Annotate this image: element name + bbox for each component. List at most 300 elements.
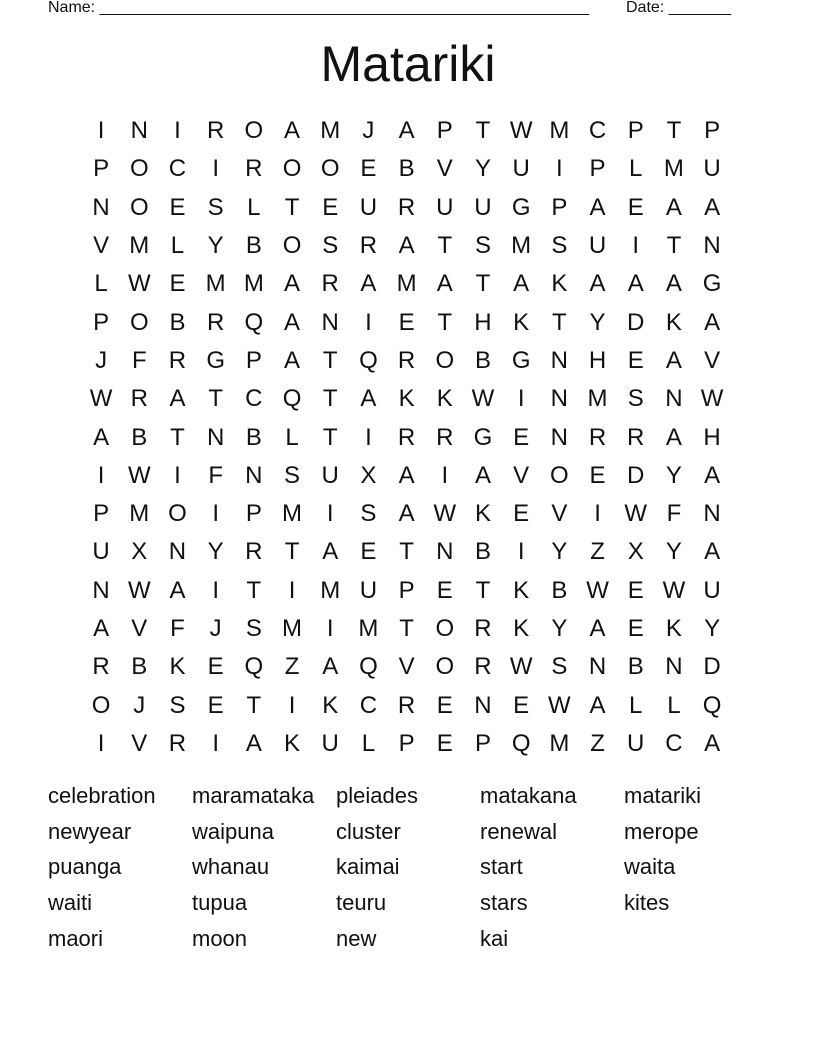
grid-letter[interactable]: E — [436, 576, 453, 604]
grid-letter[interactable]: U — [321, 461, 339, 489]
grid-letter[interactable]: S — [322, 232, 339, 260]
grid-letter[interactable]: K — [551, 270, 568, 298]
grid-letter[interactable]: I — [365, 308, 372, 336]
grid-letter[interactable]: A — [398, 232, 415, 260]
grid-letter[interactable]: A — [169, 385, 186, 413]
grid-letter[interactable]: P — [436, 117, 453, 145]
grid-letter[interactable]: E — [627, 576, 644, 604]
grid-letter[interactable]: I — [212, 729, 219, 757]
grid-letter[interactable]: L — [667, 691, 681, 719]
grid-letter[interactable]: K — [436, 385, 453, 413]
grid-letter[interactable]: M — [282, 500, 303, 528]
grid-letter[interactable]: A — [93, 423, 110, 451]
grid-letter[interactable]: C — [665, 729, 683, 757]
grid-letter[interactable]: N — [168, 538, 187, 566]
grid-letter[interactable]: K — [665, 308, 682, 336]
grid-letter[interactable]: Q — [244, 308, 264, 336]
grid-letter[interactable]: N — [588, 653, 607, 681]
grid-row — [82, 227, 732, 265]
grid-letter[interactable]: R — [397, 691, 416, 719]
grid-letter[interactable]: R — [206, 117, 225, 145]
grid-letter[interactable]: N — [703, 500, 721, 528]
grid-letter[interactable]: O — [244, 117, 264, 145]
grid-letter[interactable]: E — [513, 691, 530, 719]
grid-letter[interactable]: P — [398, 729, 415, 757]
grid-letter[interactable]: R — [627, 423, 645, 451]
grid-letter[interactable]: I — [441, 461, 449, 489]
grid-letter[interactable]: G — [511, 346, 531, 374]
grid-letter[interactable]: N — [550, 385, 569, 413]
grid-letter[interactable]: N — [321, 308, 339, 336]
grid-letter[interactable]: P — [704, 117, 721, 145]
grid-letter[interactable]: W — [433, 500, 457, 528]
grid-letter[interactable]: A — [589, 615, 606, 642]
grid-letter[interactable]: W — [662, 576, 686, 604]
grid-letter[interactable]: U — [359, 576, 378, 604]
grid-letter[interactable]: B — [551, 576, 568, 604]
grid-letter[interactable]: P — [93, 155, 110, 183]
grid-letter[interactable]: Q — [702, 691, 722, 719]
grid-letter[interactable]: A — [665, 193, 682, 221]
grid-letter[interactable]: N — [474, 691, 492, 719]
grid-letter[interactable]: Z — [590, 729, 605, 757]
grid-letter[interactable]: T — [246, 691, 262, 719]
grid-letter[interactable]: I — [632, 232, 640, 260]
grid-letter[interactable]: V — [93, 232, 110, 260]
grid-letter[interactable]: E — [207, 691, 224, 719]
name-field-label[interactable]: Name: _______________________________________________________ — [48, 0, 589, 16]
grid-letter[interactable]: O — [129, 193, 149, 221]
grid-letter[interactable]: U — [512, 155, 530, 183]
grid-letter[interactable]: N — [665, 653, 683, 681]
grid-letter[interactable]: T — [322, 346, 338, 374]
grid-letter[interactable]: W — [127, 461, 151, 489]
grid-letter[interactable]: T — [399, 615, 414, 642]
grid-letter[interactable]: J — [209, 615, 222, 642]
grid-letter[interactable]: N — [92, 193, 110, 221]
grid-letter[interactable]: S — [627, 385, 644, 413]
grid-letter[interactable]: U — [359, 193, 378, 221]
grid-letter[interactable]: B — [131, 423, 148, 451]
grid-letter[interactable]: G — [206, 346, 225, 374]
grid-letter[interactable]: E — [360, 155, 377, 183]
grid-letter[interactable]: T — [437, 308, 453, 336]
grid-letter[interactable]: M — [587, 385, 608, 413]
grid-letter[interactable]: S — [169, 691, 186, 719]
grid-letter[interactable]: P — [589, 155, 606, 183]
grid-letter[interactable]: T — [475, 576, 491, 604]
grid-letter[interactable]: A — [704, 538, 721, 566]
grid-letter[interactable]: O — [550, 461, 569, 489]
date-field-label[interactable]: Date: _______ — [626, 0, 731, 16]
grid-letter[interactable]: T — [208, 385, 223, 413]
grid-letter[interactable]: W — [127, 576, 151, 604]
grid-letter[interactable]: W — [700, 385, 724, 413]
grid-letter[interactable]: K — [665, 615, 682, 642]
grid-letter[interactable]: S — [284, 461, 301, 489]
grid-letter[interactable]: E — [169, 193, 186, 221]
grid-letter[interactable]: W — [624, 500, 648, 528]
grid-letter[interactable]: E — [436, 691, 453, 719]
grid-letter[interactable]: P — [245, 346, 262, 374]
grid-letter[interactable]: T — [437, 232, 453, 260]
grid-letter[interactable]: R — [588, 423, 607, 451]
grid-letter[interactable]: P — [93, 308, 110, 336]
grid-letter[interactable]: W — [548, 691, 571, 719]
grid-letter[interactable]: B — [245, 232, 262, 260]
grid-letter[interactable]: U — [627, 729, 645, 757]
grid-letter[interactable]: C — [168, 155, 187, 183]
grid-row — [82, 495, 732, 533]
grid-letter[interactable]: V — [551, 500, 568, 528]
grid-letter[interactable]: K — [513, 615, 530, 642]
grid-letter[interactable]: A — [93, 615, 110, 642]
grid-letter[interactable]: K — [513, 576, 530, 604]
grid-letter[interactable]: I — [288, 691, 296, 719]
grid-letter[interactable]: A — [704, 461, 721, 489]
grid-letter[interactable]: E — [589, 461, 606, 489]
grid-letter[interactable]: W — [509, 653, 533, 681]
word-item: matakana — [480, 782, 577, 808]
grid-letter[interactable]: A — [513, 270, 530, 298]
grid-letter[interactable]: D — [627, 308, 645, 336]
grid-letter[interactable]: A — [360, 270, 377, 298]
grid-letter[interactable]: S — [360, 500, 377, 528]
grid-letter[interactable]: B — [131, 653, 148, 681]
grid-letter[interactable]: T — [475, 117, 491, 145]
grid-letter[interactable]: C — [359, 691, 378, 719]
grid-letter[interactable]: R — [245, 538, 263, 566]
grid-letter[interactable]: M — [549, 729, 570, 757]
grid-letter[interactable]: A — [474, 461, 491, 489]
grid-letter[interactable]: W — [89, 385, 113, 413]
grid-letter[interactable]: A — [245, 729, 262, 757]
grid-letter[interactable]: K — [513, 308, 530, 336]
grid-letter[interactable]: H — [474, 308, 492, 336]
grid-letter[interactable]: Q — [359, 653, 378, 681]
grid-letter[interactable]: O — [435, 615, 455, 642]
grid-letter[interactable]: I — [594, 500, 601, 528]
grid-letter[interactable]: T — [322, 385, 338, 413]
grid-letter[interactable]: R — [321, 270, 339, 298]
grid-letter[interactable]: R — [474, 615, 492, 642]
grid-letter[interactable]: A — [284, 308, 301, 336]
grid-letter[interactable]: I — [97, 729, 105, 757]
grid-letter[interactable]: E — [207, 653, 224, 681]
grid-letter[interactable]: I — [174, 117, 181, 145]
grid-letter[interactable]: O — [129, 308, 149, 336]
grid-letter[interactable]: Q — [282, 385, 302, 413]
grid-letter[interactable]: T — [322, 423, 338, 451]
grid-letter[interactable]: A — [398, 500, 415, 528]
grid-letter[interactable]: I — [326, 500, 334, 528]
grid-letter[interactable]: N — [206, 423, 225, 451]
grid-letter[interactable]: V — [513, 461, 530, 489]
grid-letter[interactable]: O — [168, 500, 187, 528]
grid-letter[interactable]: A — [436, 270, 453, 298]
word-item: waipuna — [192, 818, 274, 844]
grid-letter[interactable]: A — [589, 270, 606, 298]
grid-letter[interactable]: Y — [207, 538, 224, 566]
grid-letter[interactable]: Q — [244, 653, 264, 681]
grid-letter[interactable]: A — [284, 346, 301, 374]
grid-letter[interactable]: E — [360, 538, 377, 566]
grid-letter[interactable]: R — [397, 423, 416, 451]
grid-letter[interactable]: B — [169, 308, 186, 336]
grid-letter[interactable]: A — [322, 653, 339, 681]
grid-letter[interactable]: L — [247, 193, 261, 221]
grid-letter[interactable]: M — [396, 270, 417, 298]
grid-letter[interactable]: B — [398, 155, 415, 183]
grid-row — [82, 265, 732, 303]
grid-letter[interactable]: M — [282, 615, 303, 642]
grid-letter[interactable]: U — [92, 538, 110, 566]
grid-letter[interactable]: E — [436, 729, 453, 757]
grid-letter[interactable]: G — [511, 193, 531, 221]
grid-letter[interactable]: B — [627, 653, 644, 681]
grid-letter[interactable]: I — [97, 461, 105, 489]
grid-letter[interactable]: Y — [551, 538, 568, 566]
grid-letter[interactable]: A — [398, 461, 415, 489]
grid-letter[interactable]: M — [549, 117, 570, 145]
grid-letter[interactable]: R — [397, 346, 416, 374]
grid-letter[interactable]: I — [212, 576, 219, 604]
grid-letter[interactable]: A — [665, 270, 682, 298]
grid-letter[interactable]: E — [627, 615, 644, 642]
grid-letter[interactable]: E — [513, 500, 530, 528]
grid-letter[interactable]: B — [474, 346, 491, 374]
grid-letter[interactable]: T — [284, 538, 300, 566]
grid-letter[interactable]: M — [511, 232, 532, 260]
grid-letter[interactable]: E — [398, 308, 415, 336]
grid-letter[interactable]: M — [129, 232, 150, 260]
grid-letter[interactable]: F — [666, 500, 682, 528]
grid-letter[interactable]: A — [627, 270, 644, 298]
grid-letter[interactable]: L — [170, 232, 185, 260]
grid-letter[interactable]: I — [212, 155, 219, 183]
grid-letter[interactable]: P — [245, 500, 262, 528]
grid-letter[interactable]: U — [321, 729, 339, 757]
grid-letter[interactable]: A — [589, 193, 606, 221]
grid-letter[interactable]: T — [399, 538, 414, 566]
grid-letter[interactable]: U — [436, 193, 454, 221]
grid-letter[interactable]: M — [358, 615, 379, 642]
grid-letter[interactable]: R — [206, 308, 225, 336]
grid-letter[interactable]: K — [284, 729, 301, 757]
grid-letter[interactable]: O — [435, 653, 455, 681]
grid-letter[interactable]: T — [170, 423, 185, 451]
grid-letter[interactable]: A — [704, 193, 721, 221]
grid-letter[interactable]: M — [320, 576, 341, 604]
grid-letter[interactable]: R — [359, 232, 378, 260]
grid-letter[interactable]: E — [627, 346, 644, 374]
grid-letter[interactable]: R — [92, 653, 110, 681]
grid-letter[interactable]: P — [474, 729, 491, 757]
grid-letter[interactable]: N — [436, 538, 454, 566]
grid-letter[interactable]: J — [95, 346, 108, 374]
grid-letter[interactable]: K — [169, 653, 186, 681]
grid-letter[interactable]: B — [474, 538, 491, 566]
grid-letter[interactable]: M — [205, 270, 226, 298]
grid-letter[interactable]: L — [361, 729, 376, 757]
grid-letter[interactable]: G — [702, 270, 722, 298]
grid-letter[interactable]: E — [322, 193, 339, 221]
grid-letter[interactable]: W — [127, 270, 151, 298]
grid-letter[interactable]: P — [93, 500, 110, 528]
grid-letter[interactable]: F — [131, 346, 147, 374]
grid-letter[interactable]: I — [365, 423, 372, 451]
grid-letter[interactable]: O — [91, 691, 111, 719]
grid-letter[interactable]: O — [282, 232, 302, 260]
grid-letter[interactable]: E — [513, 423, 530, 451]
grid-letter[interactable]: R — [245, 155, 263, 183]
grid-letter[interactable]: N — [245, 461, 263, 489]
grid-letter[interactable]: V — [704, 346, 721, 374]
grid-letter[interactable]: V — [131, 729, 148, 757]
grid-letter[interactable]: R — [130, 385, 148, 413]
grid-letter[interactable]: I — [97, 117, 105, 145]
grid-letter[interactable]: Y — [665, 461, 682, 489]
grid-letter[interactable]: N — [665, 385, 683, 413]
grid-letter[interactable]: L — [285, 423, 299, 451]
grid-letter[interactable]: T — [666, 117, 682, 145]
grid-letter[interactable]: R — [397, 193, 416, 221]
grid-letter[interactable]: I — [174, 461, 181, 489]
grid-letter[interactable]: W — [509, 117, 533, 145]
grid-letter[interactable]: P — [551, 193, 568, 221]
grid-letter[interactable]: J — [133, 691, 146, 719]
grid-letter[interactable]: A — [284, 270, 301, 298]
grid-letter[interactable]: D — [703, 653, 721, 681]
grid-letter[interactable]: A — [322, 538, 339, 566]
grid-letter[interactable]: L — [629, 691, 643, 719]
grid-letter[interactable]: J — [362, 117, 375, 145]
grid-letter[interactable]: T — [284, 193, 300, 221]
grid-letter[interactable]: V — [131, 615, 148, 642]
grid-letter[interactable]: Y — [207, 232, 224, 260]
grid-letter[interactable]: F — [208, 461, 223, 489]
grid-letter[interactable]: N — [703, 232, 721, 260]
grid-letter[interactable]: Y — [704, 615, 721, 642]
grid-letter[interactable]: E — [169, 270, 186, 298]
grid-letter[interactable]: A — [589, 691, 606, 719]
grid-letter[interactable]: I — [517, 538, 525, 566]
grid-letter[interactable]: A — [169, 576, 186, 604]
word-item: whanau — [192, 854, 270, 880]
grid-letter[interactable]: W — [586, 576, 609, 604]
grid-letter[interactable]: R — [474, 653, 492, 681]
grid-letter[interactable]: A — [665, 346, 682, 374]
grid-letter[interactable]: Y — [551, 615, 568, 642]
grid-letter[interactable]: R — [168, 346, 187, 374]
grid-letter[interactable]: L — [629, 155, 643, 183]
grid-letter[interactable]: V — [436, 155, 453, 183]
grid-letter[interactable]: T — [246, 576, 262, 604]
grid-letter[interactable]: S — [474, 232, 491, 260]
grid-letter[interactable]: A — [284, 117, 301, 145]
grid-letter[interactable]: A — [704, 308, 721, 336]
grid-letter[interactable]: S — [207, 193, 224, 221]
grid-letter[interactable]: I — [517, 385, 525, 413]
grid-letter[interactable]: M — [320, 117, 341, 145]
grid-letter[interactable]: X — [627, 538, 644, 566]
grid-letter[interactable]: A — [398, 117, 415, 145]
grid-letter[interactable]: U — [703, 576, 721, 604]
grid-letter[interactable]: R — [168, 729, 187, 757]
grid-letter[interactable]: L — [94, 270, 108, 298]
grid-letter[interactable]: H — [588, 346, 607, 374]
grid-letter[interactable]: P — [627, 117, 644, 145]
grid-letter[interactable]: S — [551, 232, 568, 260]
grid-letter[interactable]: I — [288, 576, 296, 604]
grid-letter[interactable]: Y — [474, 155, 491, 183]
grid-letter[interactable]: A — [704, 729, 721, 757]
grid-letter[interactable]: D — [627, 461, 645, 489]
grid-letter[interactable]: K — [474, 500, 491, 528]
grid-letter[interactable]: K — [398, 385, 415, 413]
grid-letter[interactable]: B — [245, 423, 262, 451]
grid-letter[interactable]: U — [703, 155, 721, 183]
grid-letter[interactable]: T — [475, 270, 491, 298]
grid-letter[interactable]: I — [212, 500, 219, 528]
grid-letter[interactable]: C — [588, 117, 607, 145]
grid-letter[interactable]: R — [436, 423, 454, 451]
grid-letter[interactable]: O — [129, 155, 149, 183]
grid-letter[interactable]: N — [550, 346, 569, 374]
grid-letter[interactable]: I — [326, 615, 334, 642]
grid-letter[interactable]: V — [398, 653, 415, 681]
grid-letter[interactable]: A — [360, 385, 377, 413]
grid-letter[interactable]: M — [129, 500, 150, 528]
grid-letter[interactable]: S — [551, 653, 568, 681]
grid-letter[interactable]: T — [552, 308, 567, 336]
grid-letter[interactable]: Z — [590, 538, 605, 566]
word-item: kaimai — [336, 854, 400, 880]
grid-letter[interactable]: P — [398, 576, 415, 604]
grid-letter[interactable]: Y — [589, 308, 606, 336]
grid-letter[interactable]: Z — [284, 653, 300, 681]
grid-letter[interactable]: Q — [511, 729, 531, 757]
grid-letter[interactable]: F — [170, 615, 185, 642]
grid-letter[interactable]: M — [663, 155, 684, 183]
grid-letter[interactable]: Q — [359, 346, 378, 374]
grid-letter[interactable]: W — [471, 385, 495, 413]
grid-letter[interactable]: U — [588, 232, 607, 260]
grid-letter[interactable]: T — [666, 232, 682, 260]
grid-letter[interactable]: M — [243, 270, 264, 298]
word-item: moon — [192, 925, 248, 951]
grid-letter[interactable]: H — [703, 423, 721, 451]
grid-letter[interactable]: S — [245, 615, 262, 642]
grid-letter[interactable]: X — [131, 538, 148, 566]
grid-letter[interactable]: X — [360, 461, 377, 489]
grid-letter[interactable]: O — [282, 155, 302, 183]
grid-letter[interactable]: A — [665, 423, 682, 451]
grid-letter[interactable]: N — [550, 423, 569, 451]
grid-letter[interactable]: K — [322, 691, 339, 719]
grid-letter[interactable]: C — [245, 385, 263, 413]
word-item: merope — [624, 818, 699, 844]
grid-letter[interactable]: O — [435, 346, 455, 374]
grid-letter[interactable]: N — [130, 117, 148, 145]
grid-letter[interactable]: G — [473, 423, 493, 451]
grid-letter[interactable]: E — [627, 193, 644, 221]
grid-letter[interactable]: N — [92, 576, 110, 604]
grid-letter[interactable]: U — [474, 193, 492, 221]
grid-letter[interactable]: Y — [665, 538, 682, 566]
grid-letter[interactable]: I — [556, 155, 563, 183]
grid-letter[interactable]: O — [320, 155, 340, 183]
